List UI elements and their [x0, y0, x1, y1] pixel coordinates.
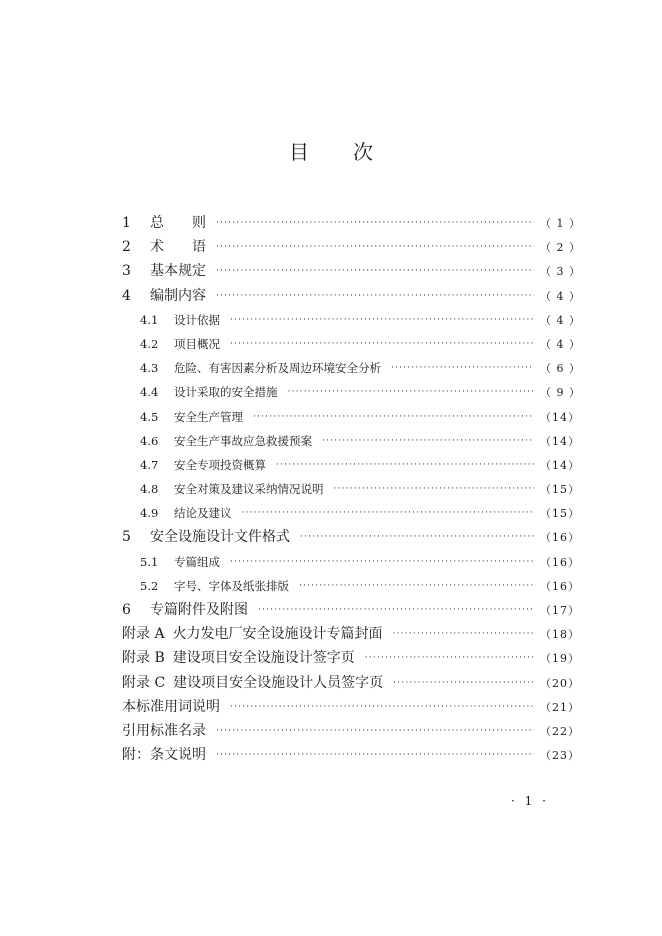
- toc-dot-leader: [299, 574, 534, 598]
- toc-entry-4-4[interactable]: [122, 380, 581, 404]
- toc-entry-page: （ 9 ）: [540, 386, 581, 400]
- toc-entry-page: （ 4 ）: [540, 289, 581, 303]
- toc-entry-referenced-standards[interactable]: [122, 719, 578, 743]
- toc-dot-leader: [393, 671, 534, 695]
- toc-dot-leader: [230, 550, 534, 574]
- title-char-1: 目: [289, 140, 309, 164]
- table-of-contents: [122, 211, 581, 767]
- toc-entry-label: 安全设施设计文件格式: [150, 529, 290, 546]
- toc-entry-label: 危险、有害因素分析及周边环境安全分析: [174, 361, 381, 376]
- toc-entry-5-2[interactable]: [122, 574, 578, 598]
- toc-entry-page: （15）: [540, 483, 580, 497]
- toc-dot-leader: [216, 743, 534, 767]
- toc-entry-label: 基本规定: [150, 263, 206, 280]
- toc-entry-label: 设计采取的安全措施: [174, 385, 278, 400]
- toc-entry-number: 2: [122, 239, 131, 256]
- toc-entry-label: 术 语: [150, 239, 206, 256]
- toc-dot-leader: [393, 622, 534, 646]
- toc-entry-number: 4: [122, 287, 131, 304]
- toc-entry-1[interactable]: [122, 211, 581, 235]
- toc-entry-number: 4.7: [140, 457, 159, 472]
- toc-entry-label: 编制内容: [150, 287, 206, 304]
- toc-entry-page: （ 1 ）: [540, 217, 581, 230]
- toc-entry-number: 附录 B: [122, 650, 165, 667]
- toc-entry-label: 总 则: [150, 215, 206, 231]
- toc-dot-leader: [253, 405, 534, 429]
- toc-entry-label: 字号、字体及纸张排版: [174, 578, 289, 593]
- toc-entry-5-1[interactable]: [122, 550, 578, 574]
- toc-entry-5[interactable]: [122, 525, 578, 549]
- toc-entry-4-7[interactable]: [122, 453, 578, 477]
- toc-entry-label: 火力发电厂安全设施设计专篇封面: [172, 626, 383, 643]
- toc-entry-6[interactable]: [122, 598, 578, 622]
- toc-dot-leader: [216, 719, 534, 743]
- toc-entry-page: （ 2 ）: [540, 241, 581, 255]
- toc-entry-number: 4.8: [140, 482, 159, 497]
- toc-entry-page: （19）: [540, 652, 580, 666]
- toc-entry-wording-explanation[interactable]: [122, 695, 578, 719]
- toc-entry-label: 引用标准名录: [122, 722, 206, 739]
- toc-entry-label: 建设项目安全设施设计人员签字页: [173, 674, 384, 691]
- page-title: [0, 136, 662, 165]
- page-number: · 1 ·: [511, 794, 549, 808]
- toc-entry-number: 5.1: [140, 554, 159, 569]
- toc-entry-number: 4.3: [140, 361, 159, 376]
- toc-dot-leader: [300, 525, 534, 549]
- toc-dot-leader: [216, 259, 534, 283]
- toc-entry-page: （23）: [540, 749, 580, 763]
- toc-entry-page: （16）: [540, 555, 580, 569]
- toc-dot-leader: [216, 284, 534, 308]
- toc-entry-page: （ 3 ）: [540, 265, 581, 279]
- toc-dot-leader: [322, 429, 534, 453]
- toc-dot-leader: [242, 501, 535, 525]
- toc-entry-number: 附录 A: [122, 626, 165, 643]
- toc-entry-label: 附：条文说明: [122, 747, 206, 764]
- toc-entry-4[interactable]: [122, 284, 581, 308]
- toc-entry-page: （ 6 ）: [540, 362, 581, 376]
- toc-dot-leader: [391, 356, 534, 380]
- toc-entry-page: （14）: [540, 410, 580, 424]
- toc-entry-label: 安全生产管理: [174, 409, 243, 424]
- toc-entry-4-3[interactable]: [122, 356, 581, 380]
- toc-entry-label: 建设项目安全设施设计签字页: [172, 650, 355, 667]
- toc-entry-label: 项目概况: [174, 336, 220, 351]
- toc-entry-label: 设计依据: [174, 312, 220, 327]
- toc-entry-label: 结论及建议: [174, 506, 232, 521]
- toc-entry-label: 本标准用词说明: [122, 698, 220, 715]
- toc-entry-number: 4.5: [140, 409, 159, 424]
- toc-entry-page: （18）: [540, 628, 580, 642]
- toc-entry-4-6[interactable]: [122, 429, 578, 453]
- toc-entry-label: 专篇附件及附图: [150, 602, 248, 618]
- toc-dot-leader: [230, 308, 534, 332]
- toc-entry-number: 3: [122, 263, 131, 280]
- toc-entry-4-2[interactable]: [122, 332, 581, 356]
- toc-dot-leader: [258, 598, 534, 622]
- toc-entry-label: 安全专项投资概算: [174, 457, 266, 472]
- toc-entry-appendix-b[interactable]: [122, 646, 578, 670]
- toc-entry-number: 附录 C: [122, 674, 166, 691]
- toc-entry-number: 4.2: [140, 336, 159, 351]
- toc-entry-label: 安全对策及建议采纳情况说明: [174, 482, 324, 497]
- toc-entry-2[interactable]: [122, 235, 581, 259]
- toc-entry-page: （22）: [540, 724, 580, 738]
- toc-entry-4-5[interactable]: [122, 405, 578, 429]
- toc-entry-page: （21）: [540, 700, 580, 714]
- title-char-2: 次: [353, 140, 373, 164]
- toc-entry-number: 4.1: [140, 312, 159, 327]
- toc-entry-page: （16）: [540, 531, 580, 545]
- toc-entry-page: （20）: [540, 676, 580, 690]
- toc-dot-leader: [230, 695, 534, 719]
- toc-dot-leader: [288, 380, 535, 404]
- toc-dot-leader: [216, 211, 534, 235]
- toc-dot-leader: [334, 477, 535, 501]
- toc-entry-number: 5: [122, 529, 131, 546]
- toc-entry-page: （ 4 ）: [540, 337, 581, 351]
- toc-entry-3[interactable]: [122, 259, 581, 283]
- toc-entry-clause-explanation[interactable]: [122, 743, 578, 767]
- toc-entry-number: 6: [122, 602, 131, 618]
- toc-entry-label: 专篇组成: [174, 554, 220, 569]
- toc-entry-page: （ 4 ）: [540, 313, 581, 327]
- toc-entry-label: 安全生产事故应急救援预案: [174, 433, 312, 448]
- toc-entry-number: 4.4: [140, 385, 159, 400]
- toc-entry-number: 1: [122, 215, 131, 231]
- toc-entry-page: （16）: [540, 579, 580, 593]
- toc-entry-4-8[interactable]: [122, 477, 578, 501]
- toc-entry-page: （17）: [540, 604, 580, 617]
- toc-entry-4-9[interactable]: [122, 501, 578, 525]
- toc-entry-number: 4.6: [140, 433, 159, 448]
- toc-dot-leader: [276, 453, 534, 477]
- toc-entry-page: （14）: [540, 434, 580, 448]
- toc-dot-leader: [230, 332, 534, 356]
- toc-entry-page: （14）: [540, 458, 580, 472]
- toc-dot-leader: [216, 235, 534, 259]
- toc-entry-page: （15）: [540, 507, 580, 521]
- toc-entry-4-1[interactable]: [122, 308, 581, 332]
- toc-entry-appendix-c[interactable]: [122, 671, 578, 695]
- toc-entry-appendix-a[interactable]: [122, 622, 578, 646]
- toc-dot-leader: [365, 646, 534, 670]
- toc-entry-number: 5.2: [140, 578, 159, 593]
- toc-entry-number: 4.9: [140, 506, 159, 521]
